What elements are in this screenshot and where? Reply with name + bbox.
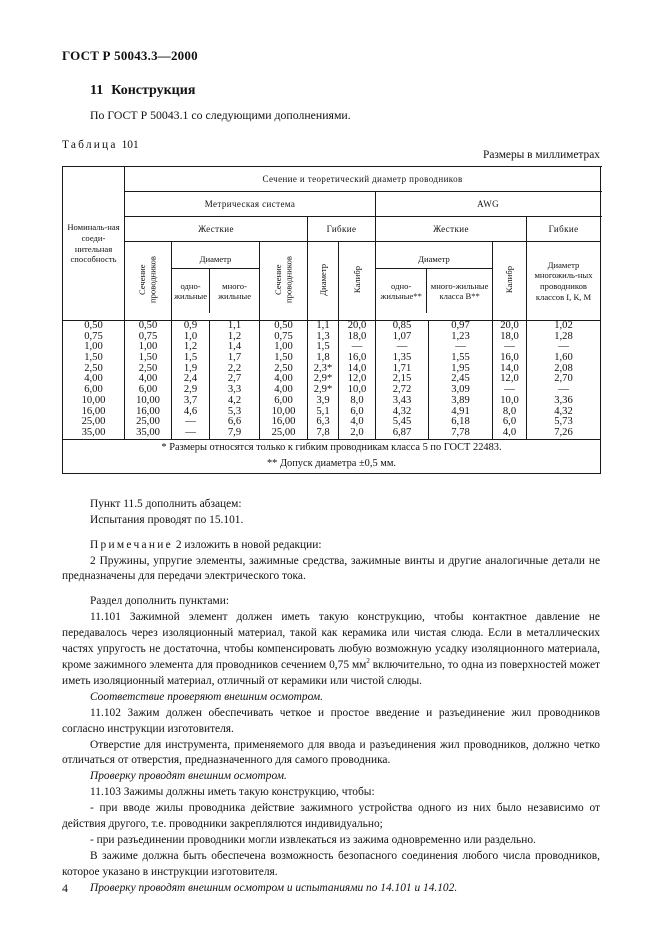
- note-heading: [62, 538, 600, 554]
- header-metric-flexible: [308, 217, 376, 242]
- tests-15-101: Испытания проводят по 15.101.: [90, 513, 244, 526]
- table-cell: 25,00: [81, 416, 106, 428]
- table-cell: 7,78: [451, 426, 470, 438]
- document-body: [62, 497, 600, 897]
- table-cell: 5,45: [392, 416, 412, 428]
- header-a-rigid-diameter-label: Диаметр: [376, 249, 492, 270]
- header-metric-rigid-label: Жесткие: [198, 223, 234, 234]
- clause-11-103: 11.103 Зажимы должны иметь такую конструкцию, чтобы:: [90, 786, 375, 799]
- header-m-rigid-section-label: Сечение проводников: [137, 256, 158, 304]
- table-cell: 2,9*: [313, 384, 333, 396]
- table-cell: 1,8: [316, 352, 330, 364]
- table-cell: 0,75: [274, 330, 293, 342]
- table-cell: 1,0: [183, 330, 198, 342]
- table-cell: 6,0: [502, 416, 517, 428]
- table-cell: —: [455, 341, 466, 353]
- table-cell: 2,50: [84, 362, 103, 374]
- col-a-rigid-stranded: [429, 321, 493, 440]
- header-awg: [376, 192, 601, 217]
- clause-11-101: [62, 610, 600, 690]
- table-cell: —: [558, 384, 569, 396]
- table-cell: 4,6: [183, 405, 198, 417]
- table-cell: 4,00: [274, 373, 293, 385]
- note-word: Примечание: [90, 538, 174, 551]
- table-cell: 6,00: [84, 384, 103, 396]
- clause-11-102: 11.102 Зажим должен обеспечивать четкое и простое введение и разъединение жил проводников согласно инструкции изготовителя.: [62, 706, 600, 735]
- page-number: 4: [62, 881, 68, 895]
- table-cell: 2,70: [554, 373, 573, 385]
- table-cell: 1,00: [84, 341, 103, 353]
- table-cell: 1,1: [227, 320, 242, 331]
- table-cell: 3,9: [316, 394, 330, 406]
- conductor-size-table: [62, 166, 601, 474]
- table-cell: 3,3: [227, 384, 242, 396]
- table-cell: 3,7: [183, 394, 198, 406]
- table-cell: 7,9: [227, 426, 242, 438]
- table-cell: 4,00: [138, 373, 158, 385]
- table-cell: 3,89: [451, 394, 470, 406]
- header-metric-label: Метрическая система: [204, 198, 296, 209]
- table-cell: 1,5: [183, 352, 198, 364]
- table-footnotes: [63, 439, 601, 473]
- table-cell: 14,0: [500, 362, 519, 374]
- col-capacity: [63, 321, 125, 440]
- table-caption-row: [62, 139, 600, 166]
- table-cell: 1,02: [554, 320, 573, 331]
- table-cell: 0,75: [84, 330, 103, 342]
- col-m-flex-diameter: [308, 321, 339, 440]
- note-rest: 2 изложить в новой редакции:: [173, 538, 322, 551]
- table-caption: [62, 139, 139, 151]
- table-cell: 1,60: [554, 352, 573, 364]
- section-intro: По ГОСТ Р 50043.1 со следующими дополнениями.: [90, 108, 351, 122]
- table-cell: 2,3*: [313, 362, 333, 374]
- table-cell: 1,35: [392, 352, 412, 364]
- table-cell: 2,0: [350, 426, 364, 438]
- header-m-rigid-diameter-label: Диаметр: [172, 249, 259, 270]
- table-cell: 16,0: [500, 352, 519, 364]
- table-cell: 4,0: [502, 426, 517, 438]
- header-m-rigid-stranded: много-жильные: [218, 280, 252, 302]
- table-cell: 2,2: [227, 362, 242, 374]
- header-awg-flexible: [527, 217, 601, 242]
- section-heading: [90, 83, 600, 99]
- table-footnote-2: ** Допуск диаметра ±0,5 мм.: [266, 458, 397, 470]
- header-section-and-diameter: [125, 167, 601, 192]
- header-a-rigid-solid: одно-жильные**: [376, 269, 427, 313]
- check-11-102: Проверку проводят внешним осмотром.: [90, 770, 287, 783]
- col-m-rigid-solid: [172, 321, 210, 440]
- table-cell: 1,50: [84, 352, 103, 364]
- header-row-2: [63, 192, 601, 217]
- table-cell: 6,0: [350, 405, 364, 417]
- header-a-rigid-gauge-label: Калибр: [351, 266, 362, 294]
- table-cell: 8,0: [350, 394, 364, 406]
- bullet-item-1: - при вводе жилы проводника действие зажимного устройства одного из них было независимо от действия другого, т.е. проводники закреплялются индивидуально;: [62, 802, 600, 831]
- check-11-103: Проверку проводят внешним осмотром и испытаниями по 14.101 и 14.102.: [90, 881, 458, 894]
- table-cell: 4,32: [554, 405, 573, 417]
- table-cell: 3,36: [554, 394, 573, 406]
- table-caption-number: 101: [121, 139, 139, 151]
- table-cell: 1,23: [451, 330, 470, 342]
- table-cell: 10,0: [347, 384, 367, 396]
- header-a-rigid-diameter-subcols: [376, 269, 492, 313]
- table-cell: 10,0: [500, 394, 519, 406]
- header-m-flex-diameter: [308, 242, 339, 321]
- header-row-4: [63, 242, 601, 321]
- table-cell: 12,0: [347, 373, 367, 385]
- table-caption-word: Таблица: [62, 139, 118, 151]
- table-cell: 1,07: [392, 330, 412, 342]
- table-cell: 1,71: [392, 362, 412, 374]
- table-cell: 6,00: [138, 384, 158, 396]
- clause-11-101-unit: мм: [351, 659, 367, 671]
- header-m-flex-diameter-label: Диаметр: [317, 263, 328, 296]
- table-cell: 6,00: [274, 394, 293, 406]
- table-cell: 2,08: [554, 362, 573, 374]
- table-cell: 0,50: [138, 320, 158, 331]
- table-cell: 16,0: [347, 352, 367, 364]
- table-cell: —: [396, 341, 408, 353]
- table-cell: 8,0: [502, 405, 517, 417]
- table-cell: —: [185, 416, 196, 428]
- table-cell: 16,00: [271, 416, 296, 428]
- header-m-rigid-section: [125, 242, 172, 321]
- table-cell: 1,4: [227, 341, 242, 353]
- table-cell: 2,4: [183, 373, 198, 385]
- table-cell: 2,9*: [313, 373, 333, 385]
- header-awg-rigid-label: Жесткие: [433, 223, 469, 234]
- header-a-rigid-gauge: [339, 242, 376, 321]
- table-cell: 1,3: [316, 330, 330, 342]
- header-m-flex-section-label: Сечение проводников: [272, 256, 294, 304]
- clause-11-103-any: В зажиме должна быть обеспечена возможность безопасного соединения любого числа проводников, которое указано в инструкции изготовителя.: [62, 849, 600, 878]
- table-cell: 3,09: [451, 384, 470, 396]
- table-cell: 1,2: [183, 341, 198, 353]
- table-cell: 0,50: [274, 320, 293, 331]
- clause-11-102-hole: Отверстие для инструмента, применяемого для ввода и разъединения жил проводников, должно четко отличаться от отверстия, предназначенного для самого проводника.: [62, 738, 600, 767]
- table-cell: 12,0: [500, 373, 519, 385]
- table-cell: 2,72: [392, 384, 412, 396]
- table-cell: 25,00: [271, 426, 296, 438]
- table-units-note: Размеры в миллиметрах: [482, 149, 600, 161]
- table-cell: 35,00: [136, 426, 160, 438]
- check-11-101: Соответствие проверяют внешним осмотром.: [90, 690, 323, 703]
- table-cell: 10,00: [136, 394, 160, 406]
- table-cell: 0,85: [392, 320, 412, 331]
- header-row-3: [63, 217, 601, 242]
- header-awg-flexible-label: Гибкие: [548, 223, 579, 234]
- header-capacity: [63, 167, 125, 321]
- table-cell: 4,91: [451, 405, 470, 417]
- section-title: Конструкция: [111, 83, 196, 98]
- table-cell: 6,3: [316, 416, 330, 428]
- table-cell: 6,6: [227, 416, 242, 428]
- col-m-rigid-stranded: [210, 321, 260, 440]
- header-a-flex-gauge: [493, 242, 527, 321]
- table-cell: 2,50: [138, 362, 158, 374]
- table-cell: 4,32: [392, 405, 412, 417]
- table-cell: 25,00: [136, 416, 160, 428]
- table-cell: 18,0: [347, 330, 367, 342]
- header-metric-rigid: [125, 217, 308, 242]
- col-a-rigid-solid: [376, 321, 429, 440]
- table-cell: 1,2: [227, 330, 242, 342]
- table-footnotes-row: [63, 439, 601, 473]
- table-footnote-1: * Размеры относятся только к гибким проводникам класса 5 по ГОСТ 22483.: [161, 441, 502, 453]
- col-m-flex-section: [260, 321, 308, 440]
- table-cell: —: [504, 384, 515, 396]
- header-awg-label: AWG: [477, 198, 500, 209]
- table-cell: 1,00: [274, 341, 293, 353]
- table-cell: 10,00: [81, 394, 106, 406]
- header-row-1: [63, 167, 601, 192]
- table-cell: 16,00: [81, 405, 106, 417]
- table-cell: 16,00: [136, 405, 160, 417]
- table-cell: 2,9: [183, 384, 198, 396]
- table-cell: —: [558, 341, 569, 353]
- table-cell: 1,1: [316, 320, 330, 331]
- clause-11-101-exponent: 2: [366, 657, 370, 666]
- table-cell: 7,26: [554, 426, 573, 438]
- col-a-flex-diameter: [527, 321, 601, 440]
- amendment-11-5: Пункт 11.5 дополнить абзацем:: [90, 497, 242, 510]
- table-cell: 6,18: [451, 416, 470, 428]
- table-cell: 1,50: [274, 352, 293, 364]
- table-cell: 4,0: [350, 416, 364, 428]
- table-cell: 7,8: [316, 426, 330, 438]
- header-a-flex-gauge-label: Калибр: [504, 266, 515, 294]
- table-cell: 2,50: [274, 362, 293, 374]
- header-section-and-diameter-label: Сечение и теоретический диаметр проводников: [262, 173, 463, 184]
- table-cell: 1,5: [316, 341, 330, 353]
- table-cell: —: [351, 341, 363, 353]
- header-m-flex-section: [260, 242, 308, 321]
- col-a-flex-gauge: [493, 321, 527, 440]
- table-cell: 0,75: [138, 330, 158, 342]
- table-cell: 0,9: [183, 320, 198, 331]
- col-a-rigid-gauge: [339, 321, 376, 440]
- table-cell: 5,73: [554, 416, 573, 428]
- table-cell: 2,7: [227, 373, 242, 385]
- header-capacity-label: Номиналь-ная соеди-нительная способность: [67, 222, 120, 265]
- header-a-rigid-diameter: [376, 242, 493, 321]
- table-cell: 3,43: [392, 394, 412, 406]
- table-cell: 1,7: [227, 352, 242, 364]
- clause-11-101-after: включительно, то одна из поверхностей может иметь изоляционный материал, отличный от керамики или чистой слюды.: [62, 659, 601, 687]
- table-cell: 14,0: [347, 362, 367, 374]
- table-cell: 6,87: [392, 426, 412, 438]
- table-body-row: [63, 321, 601, 440]
- table-cell: 35,00: [81, 426, 106, 438]
- table-cell: 1,00: [138, 341, 158, 353]
- bullet-item-2: - при разъединении проводники могли извлекаться из зажима одновременно или раздельно.: [90, 833, 536, 846]
- table-cell: 1,28: [554, 330, 573, 342]
- table-cell: 20,0: [500, 320, 519, 331]
- document-code: ГОСТ Р 50043.3—2000: [62, 48, 198, 63]
- col-m-rigid-section: [125, 321, 172, 440]
- table-cell: 5,3: [227, 405, 242, 417]
- table-cell: 1,9: [183, 362, 198, 374]
- header-a-flex-diameter: [527, 242, 601, 321]
- table-cell: 1,95: [451, 362, 470, 374]
- section-add: Раздел дополнить пунктами:: [90, 595, 230, 608]
- header-m-rigid-diameter-subcols: [172, 269, 259, 313]
- header-metric-flexible-label: Гибкие: [326, 223, 357, 234]
- table-cell: 1,50: [138, 352, 158, 364]
- note-2-text: 2 Пружины, упругие элементы, зажимные средства, зажимные винты и другие аналогичные детали не предназначены для передачи электрического тока.: [62, 554, 600, 583]
- table-cell: 2,15: [392, 373, 412, 385]
- clause-11-101-before: 11.101 Зажимной элемент должен иметь такую конструкцию, чтобы контактное давление не передавалось через изоляционный материал, такой как керамика или чистая слюда. Если в металлических частях упругость не достаточна, чтобы компенсировать любую возможную усадку изоляционного материала, кроме зажимного элемента для проводников сечением 0,75: [62, 611, 600, 671]
- table-cell: 4,00: [84, 373, 103, 385]
- table-cell: 5,1: [316, 405, 330, 417]
- header-a-flex-diameter-label: Диаметр многожиль-ных проводников классов I, К, М: [534, 259, 593, 302]
- table-cell: 4,00: [274, 384, 293, 396]
- header-m-rigid-diameter: [172, 242, 260, 321]
- table-cell: 1,55: [451, 352, 470, 364]
- table-cell: 0,50: [84, 320, 103, 331]
- table-cell: 0,97: [451, 320, 470, 331]
- table-cell: —: [185, 426, 196, 438]
- table-cell: —: [504, 341, 515, 353]
- header-a-rigid-stranded: много-жильные класса В**: [430, 280, 489, 302]
- table-cell: 4,2: [227, 394, 242, 406]
- section-number: 11: [90, 83, 104, 98]
- table-cell: 10,00: [271, 405, 296, 417]
- header-metric: [125, 192, 376, 217]
- table-cell: 20,0: [347, 320, 367, 331]
- header-awg-rigid: [376, 217, 527, 242]
- table-cell: 18,0: [500, 330, 519, 342]
- table-cell: 2,45: [451, 373, 470, 385]
- header-m-rigid-solid: одно-жильные: [172, 269, 210, 313]
